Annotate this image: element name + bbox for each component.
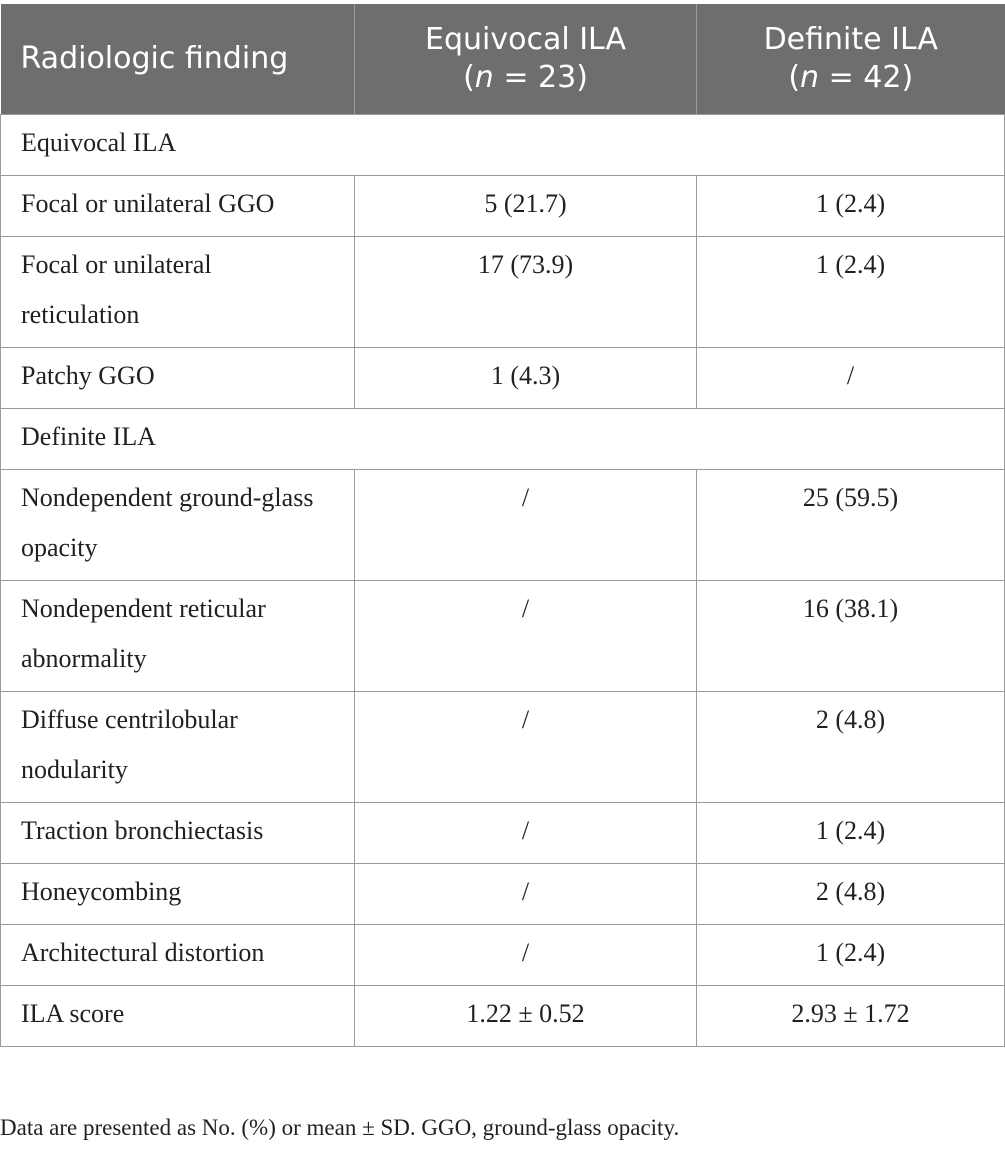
finding-cell: Honeycombing <box>1 863 355 924</box>
definite-value-cell: 1 (2.4) <box>697 802 1005 863</box>
header-definite-n-variable: n <box>800 59 820 95</box>
table-row <box>1 580 1005 691</box>
equivocal-value-cell: 17 (73.9) <box>355 236 697 347</box>
table-row <box>1 985 1005 1046</box>
header-radiologic-finding <box>1 4 355 114</box>
header-equivocal-n-value: = 23) <box>493 59 588 95</box>
header-equivocal-ila-label: Equivocal ILA <box>425 21 626 57</box>
finding-cell: Nondependent ground-glass opacity <box>1 469 355 580</box>
equivocal-value-cell: 1.22 ± 0.52 <box>355 985 697 1046</box>
equivocal-value-cell: 1 (4.3) <box>355 347 697 408</box>
table-row <box>1 924 1005 985</box>
table-footnote: Data are presented as No. (%) or mean ± SD. GGO, ground-glass opacity. <box>0 1115 680 1140</box>
header-definite-ila <box>697 4 1005 114</box>
radiologic-findings-table <box>0 4 1005 1047</box>
finding-cell: Nondependent reticular abnormality <box>1 580 355 691</box>
equivocal-value-cell: / <box>355 924 697 985</box>
header-equivocal-open-paren: ( <box>463 59 475 95</box>
equivocal-value-cell: / <box>355 469 697 580</box>
definite-value-cell: 1 (2.4) <box>697 175 1005 236</box>
section-row-equivocal-ila <box>1 114 1005 175</box>
finding-cell: Patchy GGO <box>1 347 355 408</box>
finding-cell: Traction bronchiectasis <box>1 802 355 863</box>
table-row <box>1 347 1005 408</box>
equivocal-value-cell: 5 (21.7) <box>355 175 697 236</box>
finding-cell: Focal or unilateral GGO <box>1 175 355 236</box>
table-row <box>1 236 1005 347</box>
definite-value-cell: 2.93 ± 1.72 <box>697 985 1005 1046</box>
table-row <box>1 691 1005 802</box>
section-row-definite-ila <box>1 408 1005 469</box>
definite-value-cell: 2 (4.8) <box>697 691 1005 802</box>
equivocal-value-cell: / <box>355 802 697 863</box>
definite-value-cell: 25 (59.5) <box>697 469 1005 580</box>
table-row <box>1 469 1005 580</box>
finding-cell: Focal or unilateral reticulation <box>1 236 355 347</box>
header-definite-open-paren: ( <box>788 59 801 95</box>
equivocal-value-cell: / <box>355 863 697 924</box>
definite-value-cell: 2 (4.8) <box>697 863 1005 924</box>
table-body <box>1 114 1005 1046</box>
definite-value-cell: 1 (2.4) <box>697 924 1005 985</box>
section-label: Equivocal ILA <box>1 114 1005 175</box>
finding-cell: ILA score <box>1 985 355 1046</box>
header-equivocal-n-variable: n <box>474 59 494 95</box>
header-radiologic-finding-label: Radiologic finding <box>20 40 289 76</box>
definite-value-cell: / <box>697 347 1005 408</box>
equivocal-value-cell: / <box>355 691 697 802</box>
header-definite-n-value: = 42) <box>819 59 914 95</box>
finding-cell: Architectural distortion <box>1 924 355 985</box>
finding-cell: Diffuse centrilobular nodularity <box>1 691 355 802</box>
table-row <box>1 802 1005 863</box>
header-definite-ila-label: Definite ILA <box>763 21 938 57</box>
definite-value-cell: 16 (38.1) <box>697 580 1005 691</box>
results-table-container <box>0 4 1004 1047</box>
table-row <box>1 175 1005 236</box>
section-label: Definite ILA <box>1 408 1005 469</box>
table-row <box>1 863 1005 924</box>
table-header <box>1 4 1005 114</box>
equivocal-value-cell: / <box>355 580 697 691</box>
definite-value-cell: 1 (2.4) <box>697 236 1005 347</box>
header-row <box>1 4 1005 114</box>
header-equivocal-ila <box>355 4 697 114</box>
